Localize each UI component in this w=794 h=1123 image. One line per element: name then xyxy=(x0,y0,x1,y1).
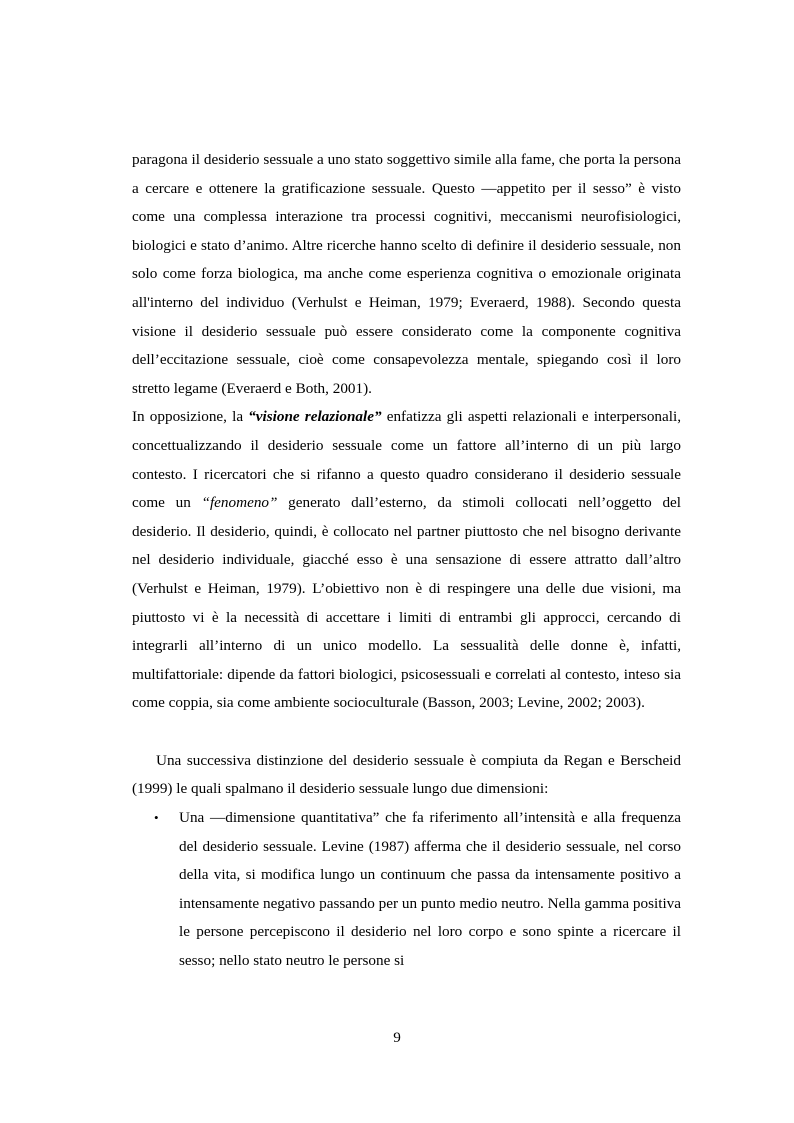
quoted-term: “fenomeno” xyxy=(201,494,278,512)
bullet-icon: • xyxy=(154,810,159,826)
body-paragraph-relational-view xyxy=(132,403,681,718)
paragraph-middle-text: enfatizza gli aspetti relazionali e interpersonali, concettualizzando il desiderio sessuale come un fattore all’interno di un più largo contesto. I ricercatori che si rifanno a questo quadro considerano il desiderio sessuale come un xyxy=(132,408,681,512)
bullet-list xyxy=(132,804,681,976)
list-item xyxy=(132,804,681,976)
list-item-text: Una ―dimensione quantitativa” che fa riferimento all’intensità e alla frequenza del desiderio sessuale. Levine (1987) afferma che il desiderio sessuale, nel corso della vita, si modifica lungo un continuum che passa da intensamente positivo a intensamente negativo passando per un punto medio neutro. Nella gamma positiva le persone percepiscono il desiderio nel loro corpo e sono spinte a ricercare il sesso; nello stato neutro le persone si xyxy=(179,809,681,970)
paragraph-gap xyxy=(132,718,681,747)
page-body xyxy=(132,146,681,976)
paragraph-rest-text: generato dall’esterno, da stimoli collocati nell’oggetto del desiderio. Il desiderio, quindi, è collocato nel partner piuttosto che nel bisogno derivante nel desiderio individuale, giacché esso è una sensazione di essere attratto dall’altro (Verhulst e Heiman, 1979). L’obiettivo non è di respingere una delle due visioni, ma piuttosto vi è la necessità di accettare i limiti di entrambi gli approcci, cercando di integrarli all’interno di un unico modello. La sessualità delle donne è, infatti, multifattoriale: dipende da fattori biologici, psicosessuali e correlati al contesto, inteso sia come coppia, sia come ambiente socioculturale (Basson, 2003; Levine, 2002; 2003). xyxy=(132,494,681,712)
emphasis-term: “visione relazionale” xyxy=(248,408,382,426)
paragraph-lead-text: In opposizione, la xyxy=(132,408,249,426)
page-number: 9 xyxy=(393,1029,401,1046)
body-paragraph-dimensions: Una successiva distinzione del desiderio sessuale è compiuta da Regan e Berscheid (1999) le quali spalmano il desiderio sessuale lungo due dimensioni: xyxy=(132,751,681,798)
body-paragraph: paragona il desiderio sessuale a uno stato soggettivo simile alla fame, che porta la persona a cercare e ottenere la gratificazione sessuale. Questo ―appetito per il sesso” è visto come una complessa interazione tra processi cognitivi, meccanismi neurofisiologici, biologici e stato d’animo. Altre ricerche hanno scelto di definire il desiderio sessuale, non solo come forza biologica, ma anche come esperienza cognitiva o emozionale originata all'interno del individuo (Verhulst e Heiman, 1979; Everaerd, 1988). Secondo questa visione il desiderio sessuale può essere considerato come la componente cognitiva dell’eccitazione sessuale, cioè come consapevolezza mentale, spiegando così il loro stretto legame (Everaerd e Both, 2001). xyxy=(132,151,681,397)
